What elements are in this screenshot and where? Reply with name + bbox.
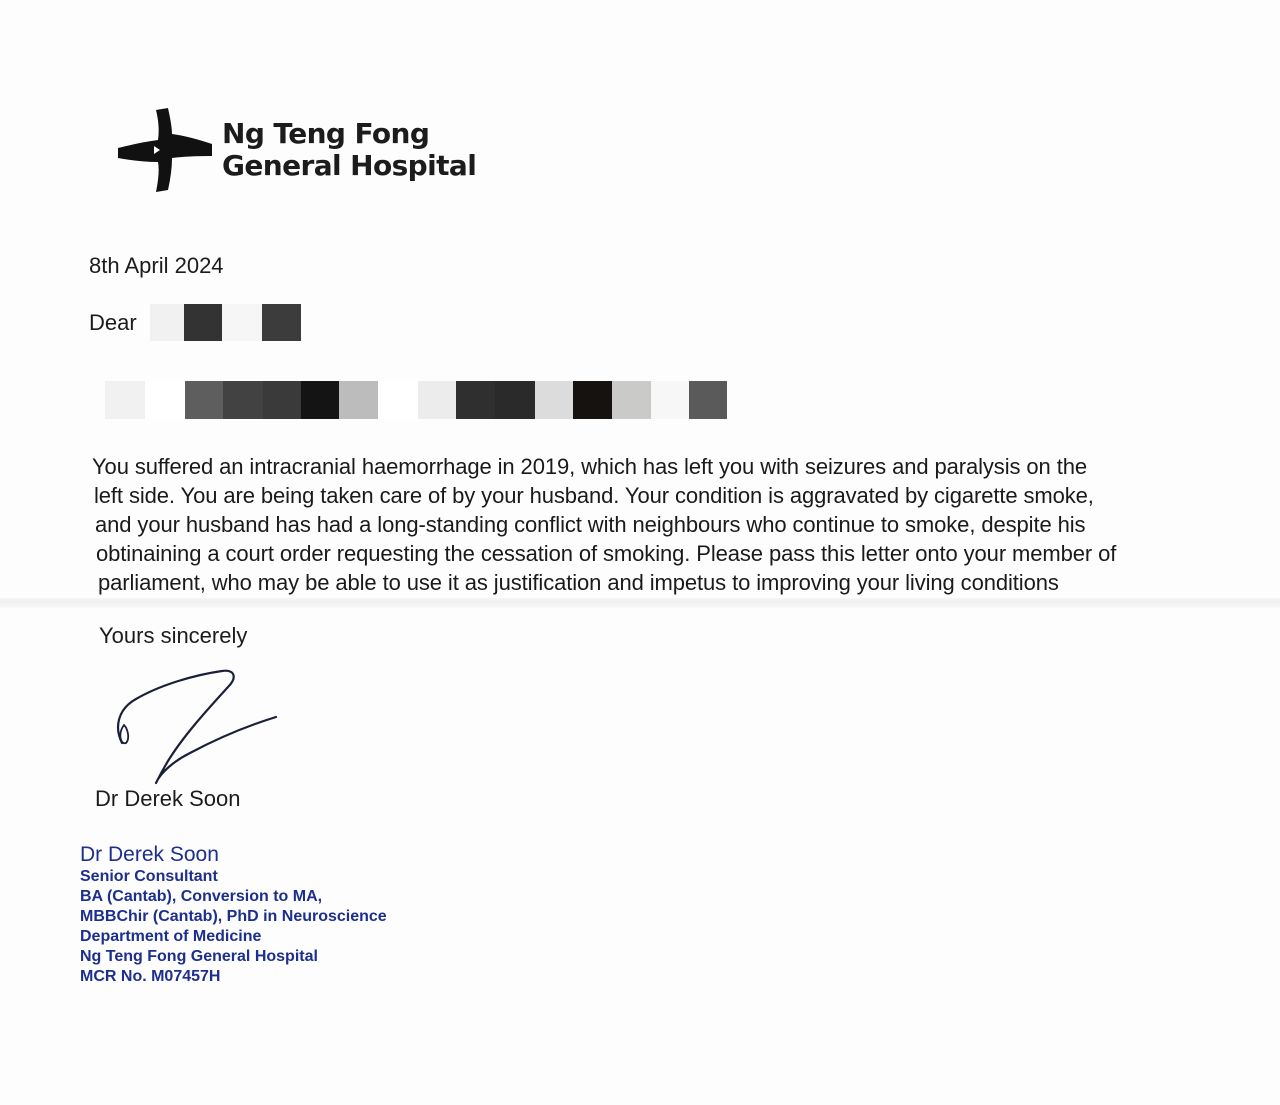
- redaction-cell: [495, 381, 535, 419]
- paper-fold-line: [0, 598, 1280, 608]
- hospital-name-line-1: Ng Teng Fong: [222, 117, 430, 150]
- handwritten-signature: [110, 665, 290, 795]
- redaction-cell: [263, 381, 301, 419]
- redacted-address: [105, 381, 727, 419]
- redaction-cell: [651, 381, 689, 419]
- body-line: obtinaining a court order requesting the cessation of smoking. Please pass this letter onto your member of: [96, 541, 1117, 566]
- body-line: parliament, who may be able to use it as justification and impetus to improving your living conditions: [98, 570, 1059, 595]
- redaction-cell: [689, 381, 727, 419]
- redaction-cell: [456, 381, 495, 419]
- redaction-cell: [105, 381, 145, 419]
- redacted-name-blur: [150, 304, 184, 341]
- body-line: You suffered an intracranial haemorrhage in 2019, which has left you with seizures and paralysis on the: [92, 454, 1087, 479]
- redacted-name-block: [262, 304, 301, 341]
- redaction-cell: [612, 381, 651, 419]
- redacted-name-blur: [222, 304, 262, 341]
- doctor-stamp: [80, 843, 387, 987]
- redaction-cell: [535, 381, 573, 419]
- redacted-name-block: [184, 304, 222, 341]
- salutation-text: Dear: [89, 310, 137, 335]
- hospital-name-line-2: General Hospital: [222, 149, 477, 182]
- body-line: and your husband has had a long-standing conflict with neighbours who continue to smoke, despite his: [95, 512, 1086, 537]
- redaction-cell: [223, 381, 263, 419]
- hospital-name: [222, 118, 476, 182]
- typed-signatory-name: Dr Derek Soon: [95, 786, 241, 811]
- salutation: [89, 310, 137, 336]
- redaction-cell: [185, 381, 223, 419]
- stamp-line: Ng Teng Fong General Hospital: [80, 948, 318, 965]
- letterhead: [116, 106, 476, 194]
- redaction-cell: [301, 381, 339, 419]
- stamp-line: BA (Cantab), Conversion to MA,: [80, 888, 323, 905]
- redaction-cell: [378, 381, 418, 419]
- letter-date: 8th April 2024: [89, 253, 224, 278]
- body-line: left side. You are being taken care of by your husband. Your condition is aggravated by cigarette smoke,: [94, 483, 1094, 508]
- stamp-line: Department of Medicine: [80, 928, 262, 945]
- stamp-line: MBBChir (Cantab), PhD in Neuroscience: [80, 908, 387, 925]
- hospital-cross-logo: [116, 106, 214, 194]
- stamp-name: Dr Derek Soon: [80, 843, 219, 866]
- redaction-cell: [339, 381, 378, 419]
- redaction-cell: [145, 381, 185, 419]
- redaction-cell: [418, 381, 456, 419]
- stamp-line: MCR No. M07457H: [80, 968, 221, 985]
- letter-body: [92, 452, 1232, 597]
- closing: Yours sincerely: [99, 623, 248, 648]
- stamp-line: Senior Consultant: [80, 868, 218, 885]
- redaction-cell: [573, 381, 612, 419]
